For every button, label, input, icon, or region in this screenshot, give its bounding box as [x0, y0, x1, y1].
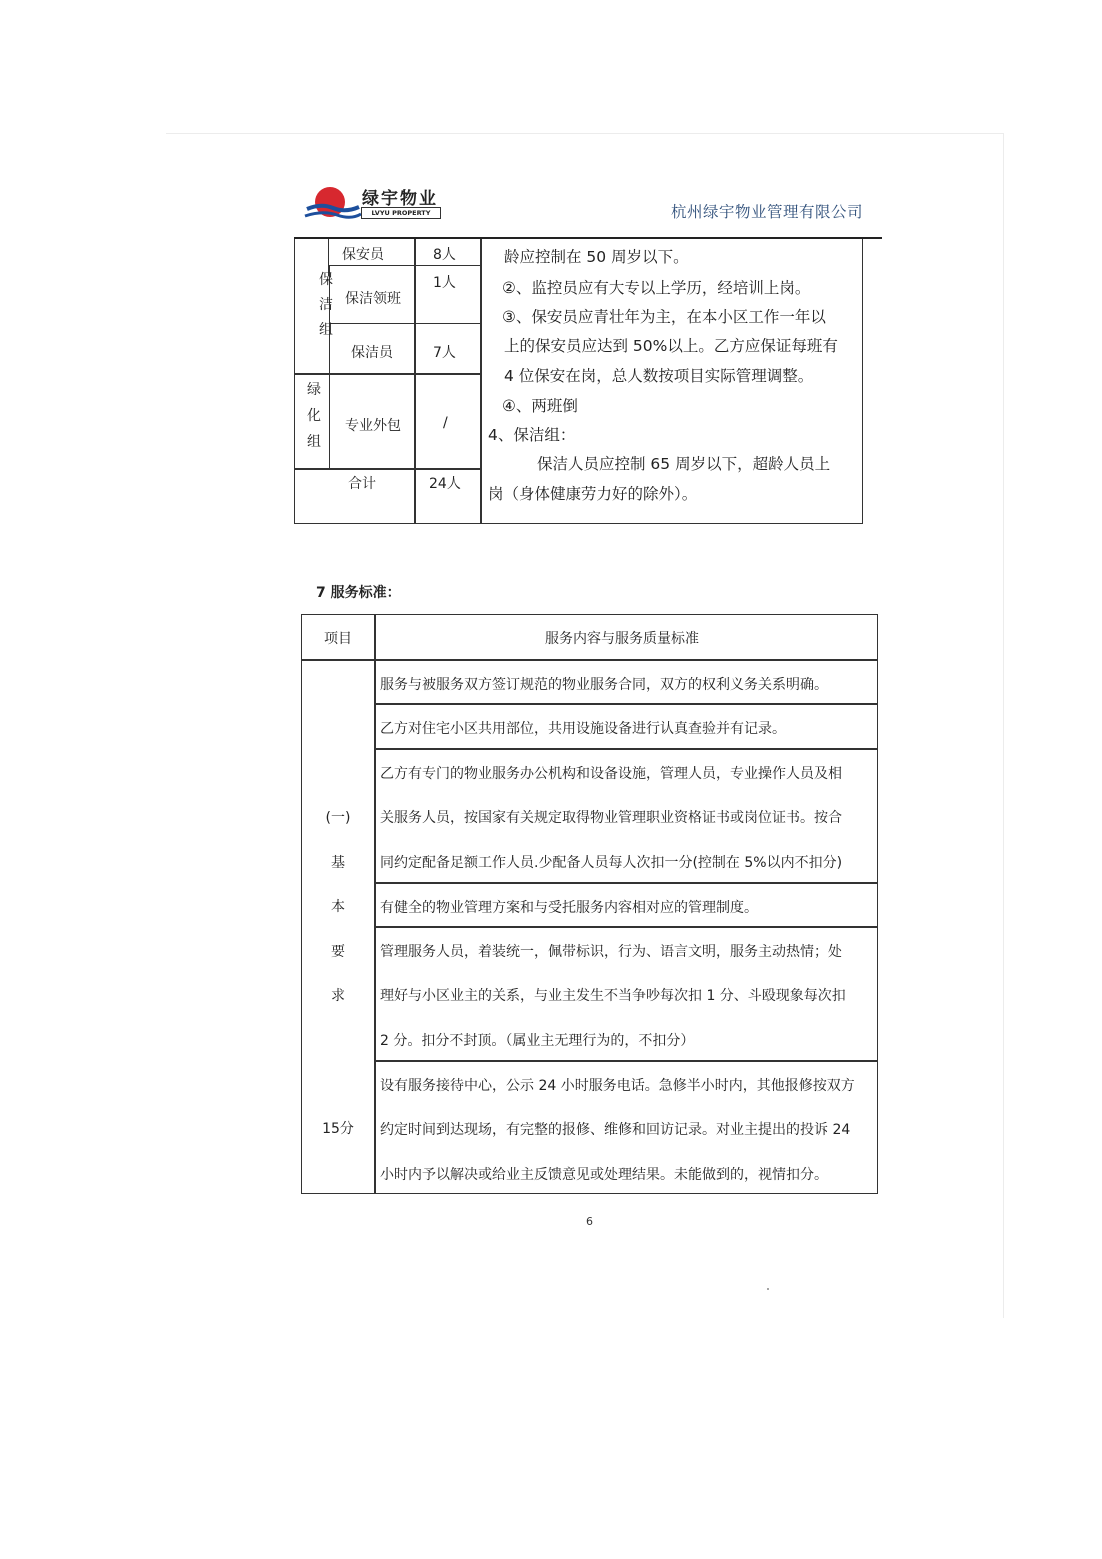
standard-line: 设有服务接待中心，公示 24 小时服务电话。急修半小时内，其他报修按双方 — [380, 1078, 855, 1094]
staff-note: ③、保安员应青壮年为主，在本小区工作一年以 — [502, 308, 826, 326]
role-cleaning-lead: 保洁领班 — [345, 291, 401, 307]
standard-line: 乙方对住宅小区共用部位，共用设施设备进行认真查验并有记录。 — [380, 721, 786, 737]
item-label: 基 — [331, 855, 345, 871]
standard-line: 服务与被服务双方签订规范的物业服务合同，双方的权利义务关系明确。 — [380, 677, 828, 693]
count-outsourced: / — [443, 415, 448, 431]
item-label: (一) — [325, 810, 351, 826]
logo-text-en: LVYU PROPERTY — [361, 207, 441, 219]
total-count: 24人 — [429, 476, 461, 492]
col-header-item: 项目 — [324, 631, 352, 647]
scan-edge-top — [166, 133, 1004, 134]
count-security: 8人 — [433, 247, 456, 263]
item-label: 要 — [331, 944, 345, 960]
standard-line: 同约定配备足额工作人员.少配备人员每人次扣一分(控制在 5%以内不扣分) — [380, 855, 843, 871]
staff-table — [294, 239, 863, 524]
page-number: 6 — [586, 1215, 593, 1228]
scan-speck — [767, 1288, 769, 1290]
standard-line: 小时内予以解决或给业主反馈意见或处理结果。未能做到的，视情扣分。 — [380, 1167, 828, 1183]
scan-edge-right — [1003, 133, 1004, 1318]
standard-line: 有健全的物业管理方案和与受托服务内容相对应的管理制度。 — [380, 900, 758, 916]
standard-line: 2 分。扣分不封顶。（属业主无理行为的，不扣分） — [380, 1033, 695, 1049]
standards-table — [301, 614, 878, 1194]
staff-note: 上的保安员应达到 50%以上。乙方应保证每班有 — [504, 337, 838, 355]
count-cleaner: 7人 — [433, 345, 456, 361]
role-outsourced: 专业外包 — [345, 418, 401, 434]
item-label: 求 — [331, 988, 345, 1004]
group-greening-char: 组 — [307, 434, 321, 450]
role-security: 保安员 — [342, 247, 384, 263]
standard-line: 关服务人员，按国家有关规定取得物业管理职业资格证书或岗位证书。按合 — [380, 810, 842, 826]
col-header-content: 服务内容与服务质量标准 — [545, 631, 699, 647]
standard-line: 管理服务人员，着装统一，佩带标识，行为、语言文明，服务主动热情；处 — [380, 944, 842, 960]
staff-note: 4、保洁组： — [488, 426, 576, 444]
standard-line: 乙方有专门的物业服务办公机构和设备设施，管理人员，专业操作人员及相 — [380, 766, 842, 782]
staff-note: ④、两班倒 — [502, 397, 578, 415]
total-label: 合计 — [348, 476, 376, 492]
group-cleaning-char: 保 — [319, 272, 333, 288]
standard-line: 理好与小区业主的关系，与业主发生不当争吵每次扣 1 分、斗殴现象每次扣 — [380, 988, 846, 1004]
staff-note: 4 位保安在岗，总人数按项目实际管理调整。 — [504, 367, 814, 385]
group-cleaning-char: 组 — [319, 322, 333, 338]
group-greening-char: 绿 — [307, 382, 321, 398]
item-score: 15分 — [322, 1121, 354, 1137]
logo-text-cn: 绿宇物业 — [362, 189, 438, 209]
group-greening-char: 化 — [307, 408, 321, 424]
role-cleaner: 保洁员 — [351, 345, 393, 361]
item-label: 本 — [331, 899, 345, 915]
staff-note: 岗（身体健康劳力好的除外）。 — [488, 485, 698, 503]
company-name: 杭州绿宇物业管理有限公司 — [671, 203, 864, 221]
staff-note: ②、监控员应有大专以上学历，经培训上岗。 — [502, 279, 811, 297]
standard-line: 约定时间到达现场，有完整的报修、维修和回访记录。对业主提出的投诉 24 — [380, 1122, 851, 1138]
count-cleaning-lead: 1人 — [433, 275, 456, 291]
section-title: 7 服务标准： — [316, 585, 401, 601]
staff-note: 保洁人员应控制 65 周岁以下，超龄人员上 — [537, 455, 831, 473]
group-cleaning-char: 洁 — [319, 297, 333, 313]
staff-note: 龄应控制在 50 周岁以下。 — [504, 248, 689, 266]
